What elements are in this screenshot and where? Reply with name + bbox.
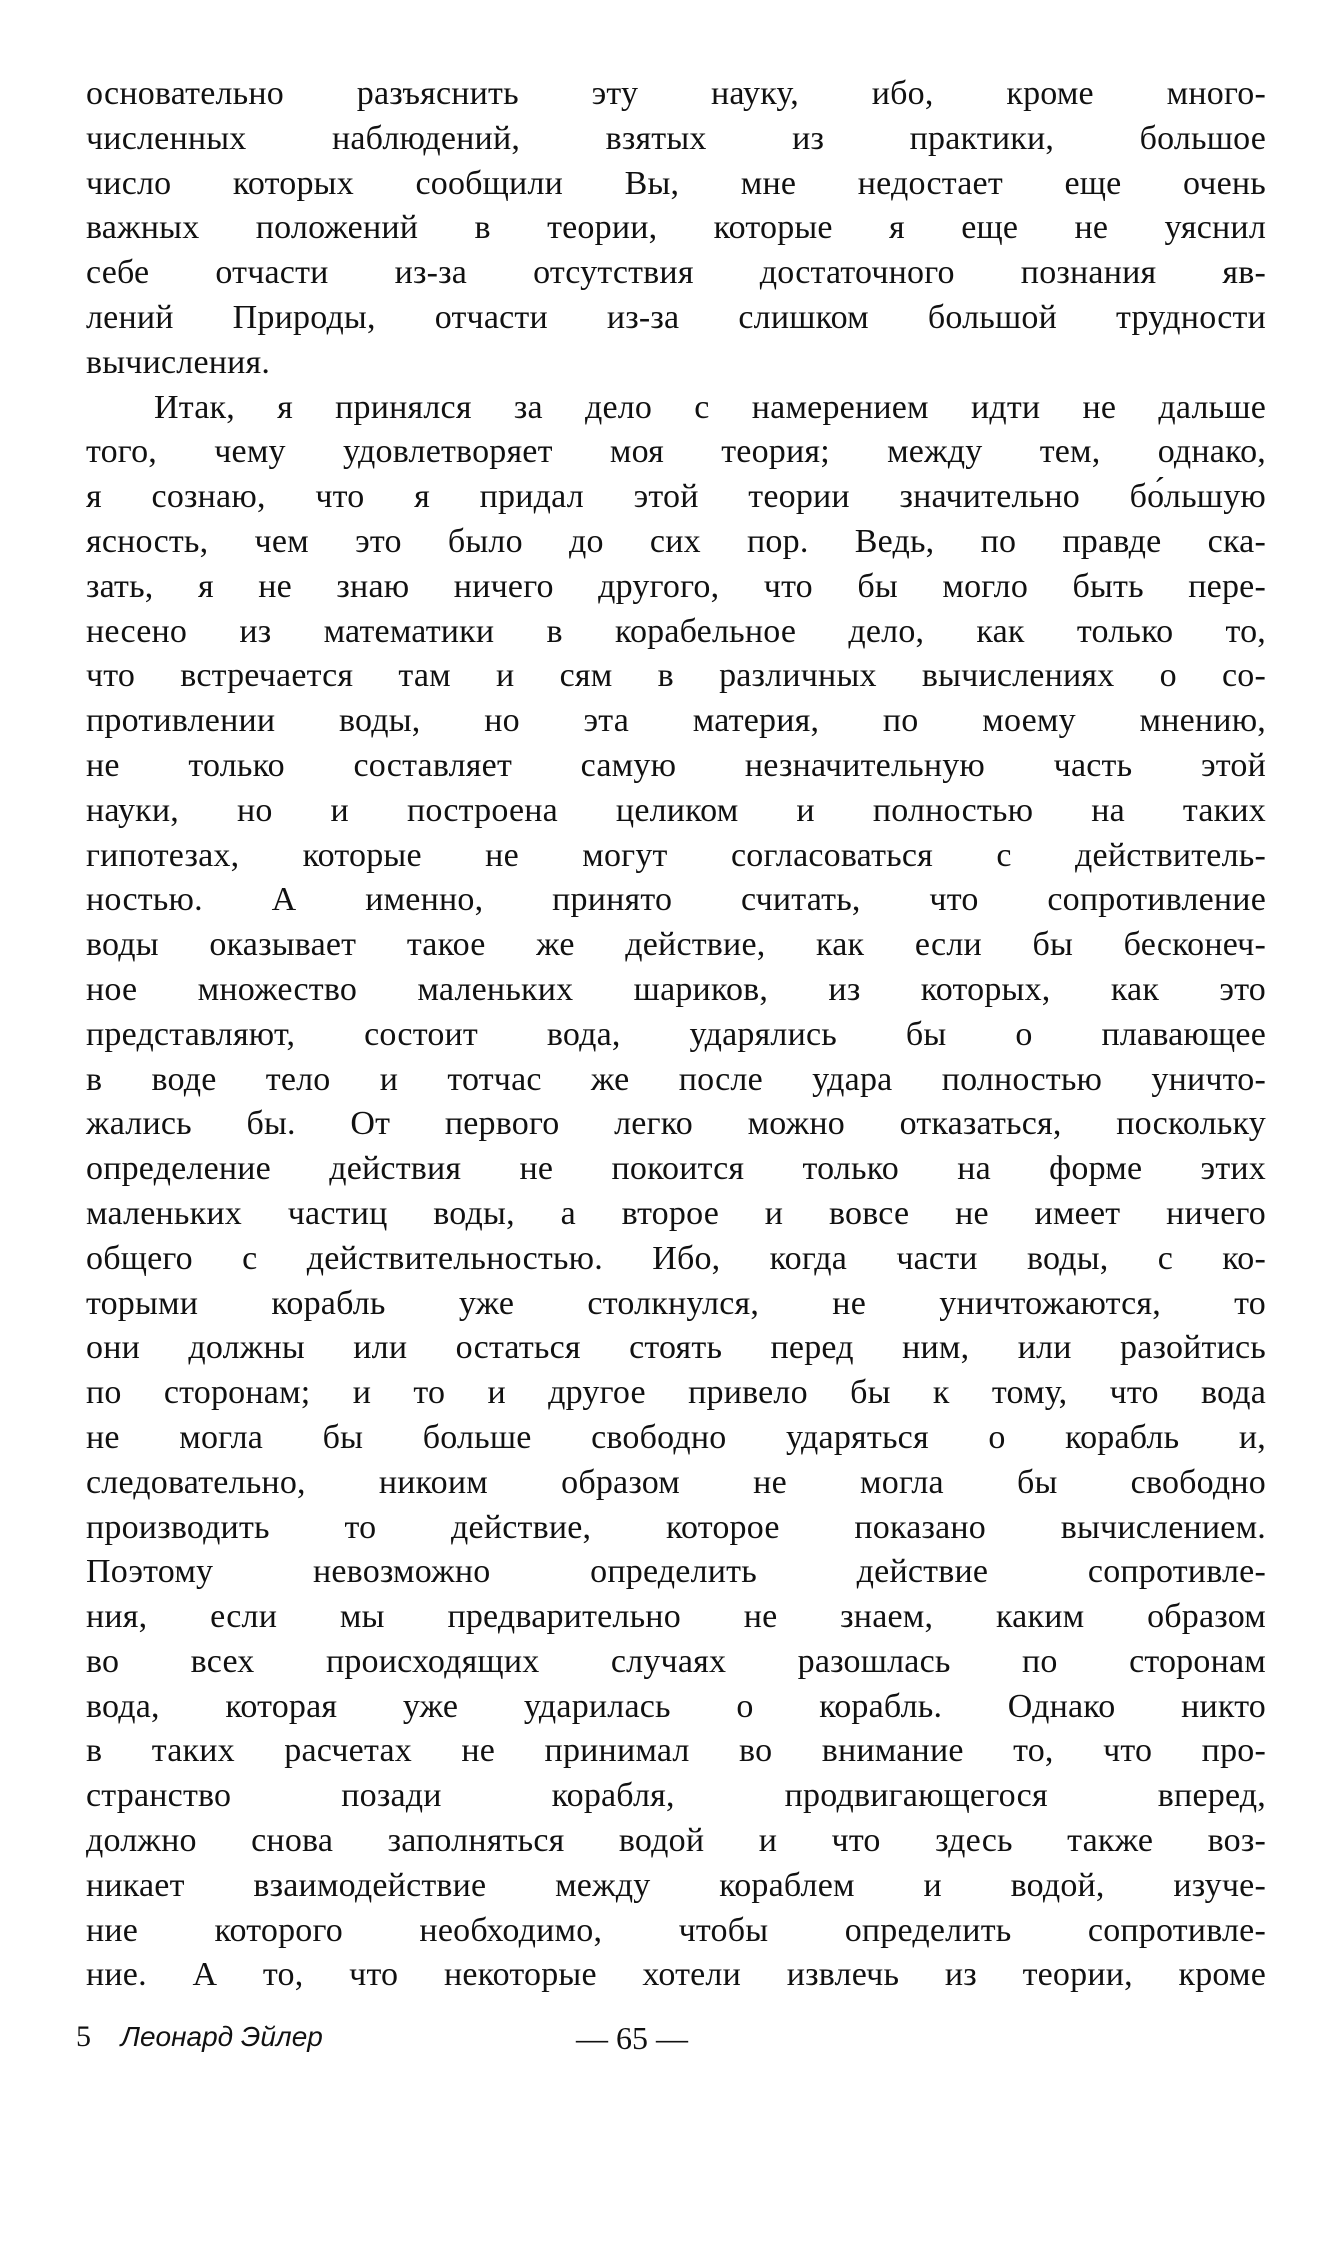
- text-line: важных положений в теории, которые я еще не уяснил: [86, 209, 1266, 247]
- text-line: никает взаимодействие между кораблем и водой, изуче-: [86, 1866, 1266, 1904]
- text-line: в таких расчетах не принимал во внимание то, что про-: [86, 1732, 1266, 1770]
- text-line: торыми корабль уже столкнулся, не уничтожаются, то: [86, 1284, 1266, 1322]
- text-line: науки, но и построена целиком и полностью на таких: [86, 791, 1266, 829]
- text-line: я сознаю, что я придал этой теории значительно бо́льшую: [86, 478, 1266, 516]
- paragraph-2: [86, 386, 1266, 1999]
- text-line: гипотезах, которые не могут согласоваться с действитель-: [86, 836, 1266, 874]
- text-line: основательно разъяснить эту науку, ибо, кроме много-: [86, 75, 1266, 112]
- text-line: должно снова заполняться водой и что здесь также воз-: [86, 1822, 1266, 1860]
- text-line: себе отчасти из-за отсутствия достаточного познания яв-: [86, 254, 1266, 292]
- text-line: маленьких частиц воды, а второе и вовсе не имеет ничего: [86, 1194, 1266, 1232]
- text-line: представляют, состоит вода, ударялись бы о плавающее: [86, 1015, 1266, 1053]
- signature-text: Леонард Эйлер: [120, 2021, 323, 2052]
- printer-signature: [76, 2020, 323, 2054]
- text-line: ния, если мы предварительно не знаем, каким образом: [86, 1598, 1266, 1636]
- text-line: в воде тело и тотчас же после удара полностью уничто-: [86, 1060, 1266, 1098]
- text-line: во всех происходящих случаях разошлась по сторонам: [86, 1642, 1266, 1680]
- text-line: вычисления.: [86, 343, 271, 381]
- text-line: воды оказывает такое же действие, как если бы бесконеч-: [86, 926, 1266, 964]
- text-line: вода, которая уже ударилась о корабль. Однако никто: [86, 1687, 1266, 1725]
- text-body: [86, 72, 1266, 1998]
- text-line: жались бы. От первого легко можно отказаться, поскольку: [86, 1105, 1266, 1143]
- page-footer: [76, 2020, 1256, 2070]
- page-number: — 65 —: [576, 2020, 688, 2056]
- text-line: ностью. А именно, принято считать, что сопротивление: [86, 881, 1266, 919]
- text-line: зать, я не знаю ничего другого, что бы могло быть пере-: [86, 567, 1266, 605]
- text-line: ние которого необходимо, чтобы определить сопротивле-: [86, 1911, 1266, 1949]
- text-line: не только составляет самую незначительную часть этой: [86, 746, 1266, 784]
- text-line: странство позади корабля, продвигающегося вперед,: [86, 1777, 1266, 1815]
- text-line: лений Природы, отчасти из-за слишком большой трудности: [86, 298, 1266, 336]
- text-line: определение действия не покоится только на форме этих: [86, 1150, 1266, 1188]
- text-line: общего с действительностью. Ибо, когда части воды, с ко-: [86, 1239, 1266, 1277]
- text-line: производить то действие, которое показано вычислением.: [86, 1508, 1266, 1546]
- text-line: того, чему удовлетворяет моя теория; между тем, однако,: [86, 433, 1266, 471]
- text-line: что встречается там и сям в различных вычислениях о со-: [86, 657, 1266, 695]
- text-line: не могла бы больше свободно ударяться о корабль и,: [86, 1418, 1266, 1456]
- text-line: Итак, я принялся за дело с намерением идти не дальше: [154, 388, 1266, 426]
- text-line: ное множество маленьких шариков, из которых, как это: [86, 970, 1266, 1008]
- text-line: численных наблюдений, взятых из практики, большое: [86, 119, 1266, 157]
- text-line: ние. А то, что некоторые хотели извлечь из теории, кроме: [86, 1956, 1266, 1994]
- text-line: противлении воды, но эта материя, по моему мнению,: [86, 702, 1266, 740]
- text-line: следовательно, никоим образом не могла бы свободно: [86, 1463, 1266, 1501]
- text-line: по сторонам; и то и другое привело бы к тому, что вода: [86, 1374, 1266, 1412]
- text-line: Поэтому невозможно определить действие сопротивле-: [86, 1553, 1266, 1591]
- signature-number: 5: [76, 2020, 91, 2053]
- text-line: они должны или остаться стоять перед ним, или разойтись: [86, 1329, 1266, 1367]
- text-line: ясность, чем это было до сих пор. Ведь, по правде ска-: [86, 522, 1266, 560]
- text-line: несено из математики в корабельное дело, как только то,: [86, 612, 1266, 650]
- text-line: число которых сообщили Вы, мне недостает еще очень: [86, 164, 1266, 202]
- paragraph-1: [86, 72, 1266, 386]
